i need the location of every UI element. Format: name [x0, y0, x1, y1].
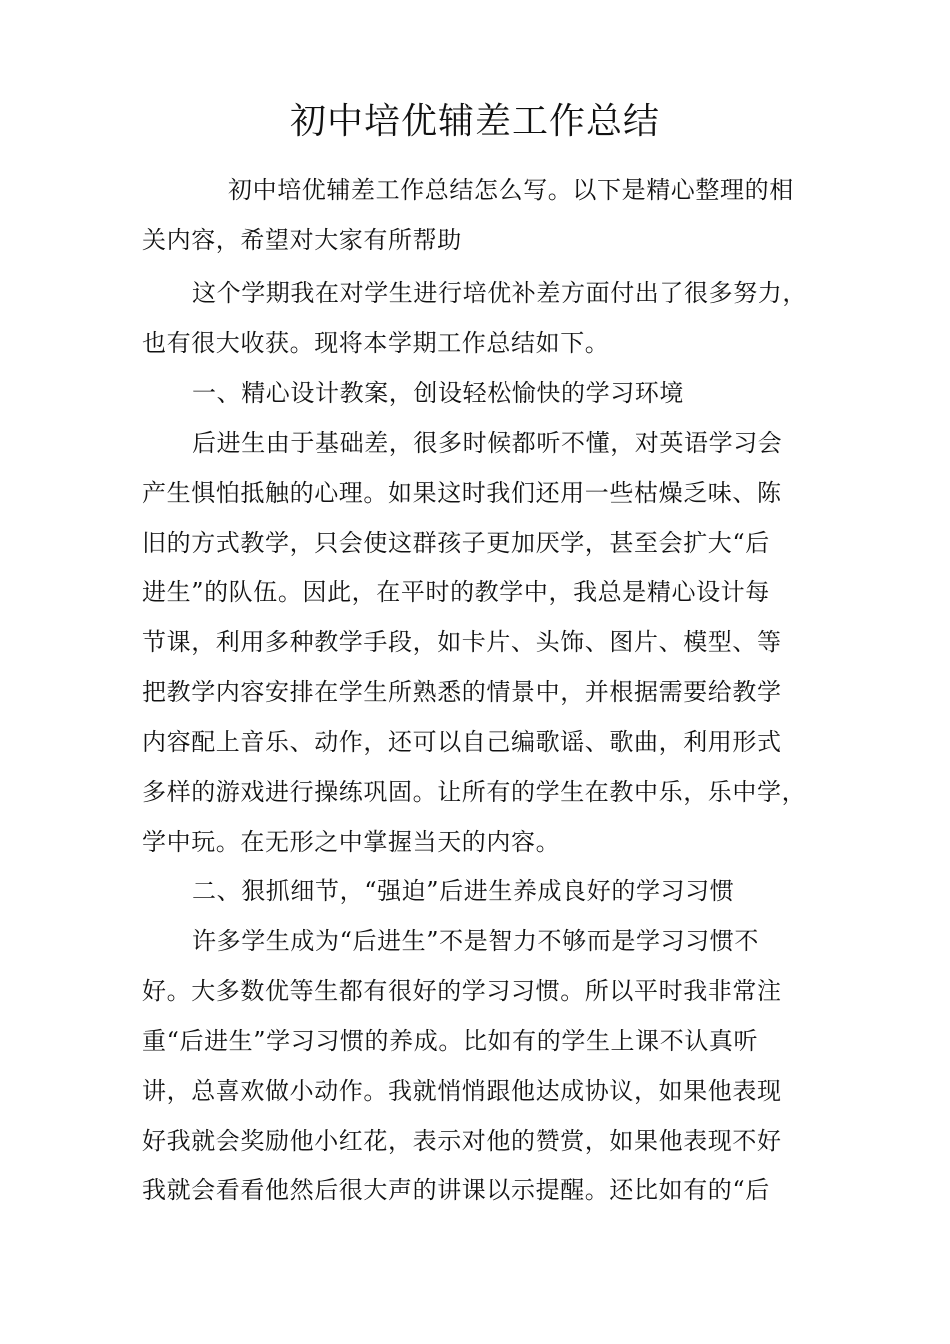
- text-line: 进生”的队伍。因此，在平时的教学中，我总是精心设计每: [142, 578, 770, 606]
- text-line: 许多学生成为“后进生”不是智力不够而是学习习惯不: [192, 927, 759, 955]
- text-line: 好。大多数优等生都有很好的学习习惯。所以平时我非常注: [142, 977, 782, 1005]
- text-line: 多样的游戏进行操练巩固。让所有的学生在教中乐，乐中学，: [142, 778, 807, 806]
- text-line: 内容配上音乐、动作，还可以自己编歌谣、歌曲，利用形式: [142, 728, 782, 756]
- text-line: 后进生由于基础差，很多时候都听不懂，对英语学习会: [192, 429, 783, 457]
- text-line: 产生惧怕抵触的心理。如果这时我们还用一些枯燥乏味、陈: [142, 479, 782, 507]
- section-heading: 一、精心设计教案，创设轻松愉快的学习环境: [192, 379, 684, 407]
- text-line: 初中培优辅差工作总结怎么写。以下是精心整理的相: [228, 176, 794, 204]
- text-line: 关内容，希望对大家有所帮助: [142, 226, 462, 254]
- text-line: 我就会看看他然后很大声的讲课以示提醒。还比如有的“后: [142, 1176, 770, 1204]
- text-line: 这个学期我在对学生进行培优补差方面付出了很多努力，: [192, 279, 807, 307]
- text-line: 讲，总喜欢做小动作。我就悄悄跟他达成协议，如果他表现: [142, 1077, 782, 1105]
- text-line: 节课，利用多种教学手段，如卡片、头饰、图片、模型、等: [142, 628, 782, 656]
- section-heading: 二、狠抓细节，“强迫”后进生养成良好的学习习惯: [192, 877, 735, 905]
- text-line: 旧的方式教学，只会使这群孩子更加厌学，甚至会扩大“后: [142, 529, 770, 557]
- text-line: 把教学内容安排在学生所熟悉的情景中，并根据需要给教学: [142, 678, 782, 706]
- text-line: 也有很大收获。现将本学期工作总结如下。: [142, 329, 610, 357]
- document-title: 初中培优辅差工作总结: [289, 101, 660, 142]
- text-line: 好我就会奖励他小红花，表示对他的赞赏，如果他表现不好: [142, 1127, 782, 1155]
- text-line: 重“后进生”学习习惯的养成。比如有的学生上课不认真听: [142, 1027, 759, 1055]
- text-line: 学中玩。在无形之中掌握当天的内容。: [142, 828, 561, 856]
